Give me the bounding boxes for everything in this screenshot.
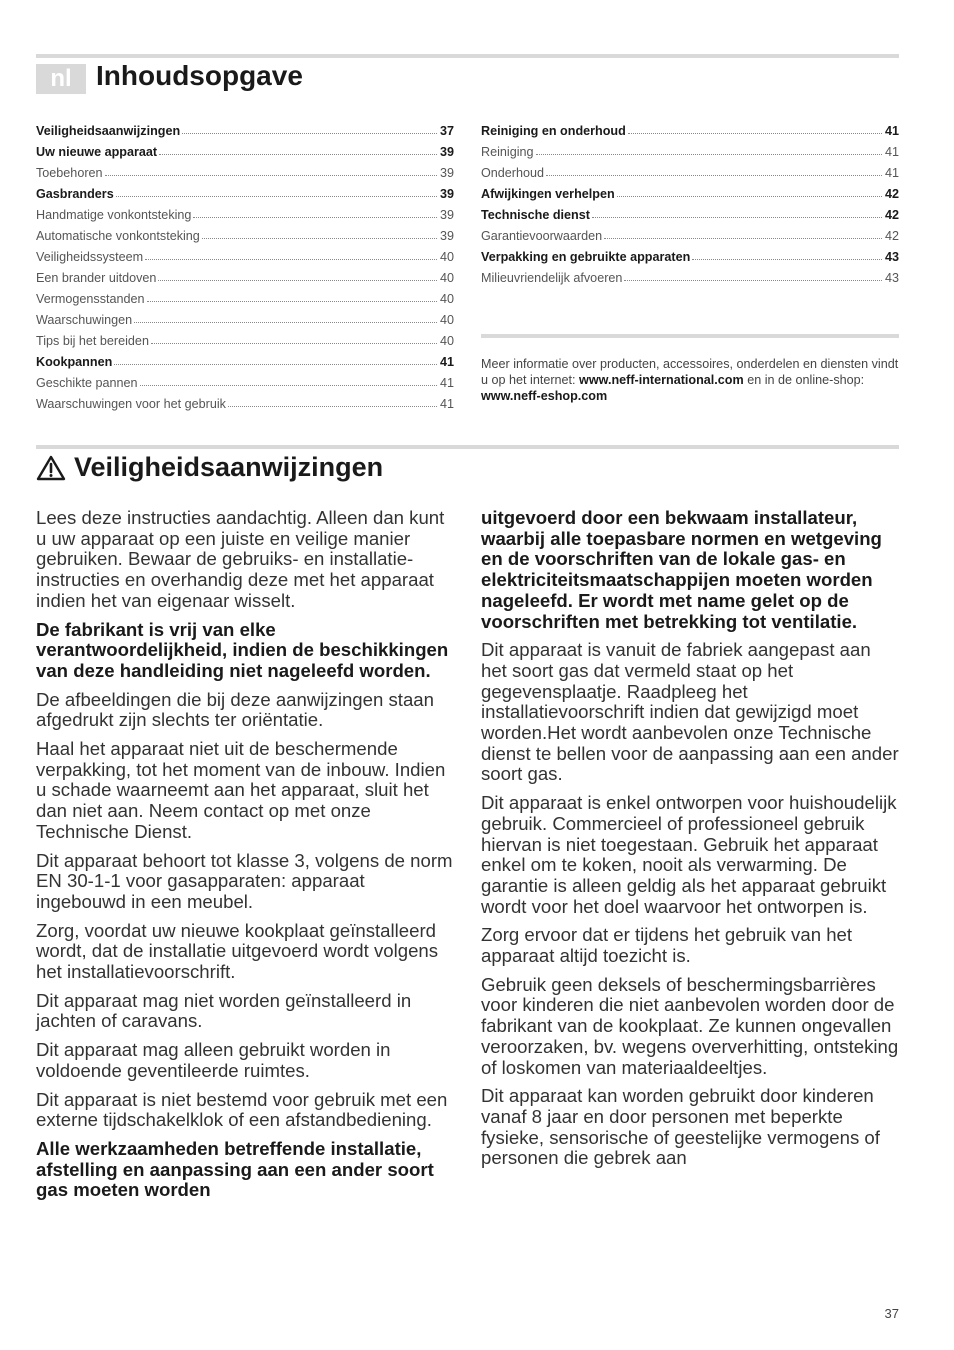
toc-entry[interactable]	[481, 201, 899, 222]
page-number: 37	[884, 1306, 899, 1321]
paragraph: Dit apparaat mag alleen gebruikt worden in voldoende geventileerde ruimtes.	[36, 1039, 391, 1081]
bold-paragraph: Alle werkzaamheden betreffende installatie, afstelling en aanpassing aan een ander soort gas moeten worden	[36, 1137, 434, 1201]
toc-entry-title: Gasbranders	[36, 187, 114, 201]
toc-entry[interactable]	[36, 264, 454, 285]
toc-entry[interactable]	[36, 180, 454, 201]
toc-entry[interactable]	[36, 159, 454, 180]
toc-leader-dots	[145, 259, 437, 260]
toc-entry-page: 39	[439, 166, 454, 180]
toc-entry-page: 39	[439, 229, 454, 243]
toc-entry[interactable]	[481, 159, 899, 180]
bold-paragraph: De fabrikant is vrij van elke verantwoordelijkheid, indien de beschikkingen van deze handleiding niet nageleefd worden.	[36, 618, 449, 681]
toc-entry-page: 43	[884, 250, 899, 264]
toc-leader-dots	[604, 238, 882, 239]
toc-leader-dots	[182, 133, 437, 134]
toc-entry-title: Vermogensstanden	[36, 292, 145, 306]
toc-leader-dots	[628, 133, 882, 134]
toc-entry-page: 43	[884, 271, 899, 285]
paragraph: De afbeeldingen die bij deze aanwijzingen staan afgedrukt zijn slechts ter oriëntatie.	[36, 688, 434, 731]
website-link[interactable]: www.neff-international.com	[579, 373, 744, 387]
toc-entry[interactable]	[36, 222, 454, 243]
info-block	[481, 356, 899, 404]
paragraph: Dit apparaat is vanuit de fabriek aangepast aan het soort gas dat vermeld staat op het gegevensplaatje. Raadpleeg het installatievoorschrift indien dat gewijzigd moet worden.Het wordt aanbevolen onze Technische dienst te bellen voor de aanpassing aan een ander soort gas.	[481, 639, 899, 785]
paragraph: Lees deze instructies aandachtig. Alleen dan kunt u uw apparaat op een juiste en veilige manier gebruiken. Bewaar de gebruiks- en installatie-instructies en overhandig deze met het apparaat indien het van eigenaar wisselt.	[36, 507, 445, 611]
toc-entry[interactable]	[36, 348, 454, 369]
toc-entry-title: Kookpannen	[36, 355, 113, 369]
toc-leader-dots	[105, 175, 437, 176]
section-heading	[36, 452, 383, 483]
toc-leader-dots	[140, 385, 437, 386]
toc-entry[interactable]	[481, 264, 899, 285]
toc-entry[interactable]	[36, 201, 454, 222]
toc-entry[interactable]	[481, 117, 899, 138]
toc-entry-title: Technische dienst	[481, 208, 590, 222]
toc-entry-page: 41	[439, 355, 454, 369]
toc-entry-page: 37	[439, 124, 454, 138]
toc-entry[interactable]	[481, 138, 899, 159]
toc-entry-title: Uw nieuwe apparaat	[36, 145, 158, 159]
toc-entry-title: Automatische vonkontsteking	[36, 229, 200, 243]
body-left-column	[36, 508, 456, 1209]
toc-entry-title: Een brander uitdoven	[36, 271, 157, 285]
toc-entry-title: Handmatige vonkontsteking	[36, 208, 192, 222]
section-divider	[36, 445, 899, 449]
toc-entry[interactable]	[481, 222, 899, 243]
paragraph: Zorg, voordat uw nieuwe kookplaat geïnstalleerd wordt, dat de installatie uitgevoerd wordt volgens het installatievoorschrift.	[36, 919, 439, 983]
top-divider	[36, 54, 899, 58]
toc-entry-title: Veiligheidssysteem	[36, 250, 144, 264]
toc-entry[interactable]	[36, 285, 454, 306]
toc-entry-title: Onderhoud	[481, 166, 545, 180]
toc-entry[interactable]	[481, 243, 899, 264]
toc-leader-dots	[617, 196, 882, 197]
toc-entry-title: Garantievoorwaarden	[481, 229, 603, 243]
page-title: Inhoudsopgave	[96, 60, 303, 91]
toc-entry-page: 42	[884, 208, 899, 222]
eshop-link[interactable]: www.neff-eshop.com	[481, 389, 608, 403]
toc-entry-page: 40	[439, 271, 454, 285]
toc-entry-title: Reiniging	[481, 145, 534, 159]
toc-right-column	[481, 117, 899, 285]
paragraph: Dit apparaat kan worden gebruikt door kinderen vanaf 8 jaar en door personen met beperkte fysieke, sensorische of geestelijke vermogens of personen die gebrek aan	[481, 1085, 880, 1169]
toc-entry-title: Toebehoren	[36, 166, 103, 180]
toc-entry-page: 41	[439, 376, 454, 390]
paragraph: Zorg ervoor dat er tijdens het gebruik van het apparaat altijd toezicht is.	[481, 924, 853, 967]
toc-entry[interactable]	[481, 180, 899, 201]
toc-entry[interactable]	[36, 138, 454, 159]
paragraph: Dit apparaat is enkel ontworpen voor huishoudelijk gebruik. Commercieel of professioneel gebruik hiervan is niet toegestaan. Gebruik het apparaat enkel om te koken, nooit als verwarming. De garantie is alleen geldig als het apparaat gebruikt wordt voor het doel waarvoor het ontworpen is.	[481, 792, 897, 917]
paragraph: Dit apparaat is niet bestemd voor gebruik met een externe tijdschakelklok of een afstandbediening.	[36, 1088, 448, 1131]
toc-entry-title: Geschikte pannen	[36, 376, 138, 390]
toc-leader-dots	[147, 301, 437, 302]
info-text-1: Meer informatie over producten, accessoires, onderdelen en diensten vindt u op het internet:	[481, 357, 899, 387]
toc-entry[interactable]	[36, 390, 454, 411]
paragraph: Haal het apparaat niet uit de beschermende verpakking, tot het moment van de inbouw. Indien u schade waarneemt aan het apparaat, sluit het dan niet aan. Neem contact op met onze Technische Dienst.	[36, 738, 446, 842]
toc-entry-title: Waarschuwingen	[36, 313, 133, 327]
section-title: Veiligheidsaanwijzingen	[74, 452, 384, 482]
toc-leader-dots	[114, 364, 437, 365]
toc-entry-page: 41	[439, 397, 454, 411]
toc-entry-page: 39	[439, 208, 454, 222]
info-divider	[481, 334, 899, 338]
toc-entry-title: Veiligheidsaanwijzingen	[36, 124, 181, 138]
toc-leader-dots	[536, 154, 882, 155]
paragraph: Dit apparaat behoort tot klasse 3, volgens de norm EN 30-1-1 voor gasapparaten: apparaat ingebouwd in een meubel.	[36, 849, 453, 912]
toc-leader-dots	[202, 238, 437, 239]
toc-entry[interactable]	[36, 369, 454, 390]
toc-entry-title: Reiniging en onderhoud	[481, 124, 626, 138]
toc-entry[interactable]	[36, 243, 454, 264]
toc-leader-dots	[159, 154, 437, 155]
toc-entry-page: 41	[884, 166, 899, 180]
toc-leader-dots	[228, 406, 437, 407]
toc-entry-page: 40	[439, 313, 454, 327]
body-right-column	[481, 508, 901, 1177]
toc-entry[interactable]	[36, 117, 454, 138]
paragraph: Dit apparaat mag niet worden geïnstalleerd in jachten of caravans.	[36, 989, 412, 1032]
warning-triangle-icon	[36, 455, 66, 481]
toc-leader-dots	[592, 217, 882, 218]
toc-leader-dots	[151, 343, 437, 344]
toc-leader-dots	[116, 196, 437, 197]
toc-entry-page: 42	[884, 229, 899, 243]
toc-entry[interactable]	[36, 327, 454, 348]
toc-entry-title: Waarschuwingen voor het gebruik	[36, 397, 226, 411]
toc-entry-page: 42	[884, 187, 899, 201]
language-badge: nl	[36, 64, 86, 94]
toc-leader-dots	[134, 322, 437, 323]
toc-leader-dots	[193, 217, 437, 218]
toc-entry-page: 39	[439, 187, 454, 201]
toc-left-column	[36, 117, 454, 411]
toc-entry-title: Afwijkingen verhelpen	[481, 187, 615, 201]
toc-entry-title: Tips bij het bereiden	[36, 334, 149, 348]
toc-leader-dots	[692, 259, 882, 260]
toc-leader-dots	[624, 280, 882, 281]
toc-entry[interactable]	[36, 306, 454, 327]
info-text-2: en in de online-shop:	[743, 373, 865, 387]
toc-leader-dots	[546, 175, 882, 176]
toc-entry-page: 41	[884, 124, 899, 138]
toc-entry-page: 40	[439, 292, 454, 306]
toc-entry-title: Verpakking en gebruikte apparaten	[481, 250, 691, 264]
bold-paragraph: uitgevoerd door een bekwaam installateur, waarbij alle toepasbare normen en wetgeving en de voorschriften van de lokale gas- en elektriciteitsmaatschappijen moeten worden nageleefd. Er wordt met name gelet op de voorschriften met betrekking tot ventilatie.	[481, 507, 882, 632]
toc-entry-page: 41	[884, 145, 899, 159]
toc-entry-page: 40	[439, 250, 454, 264]
toc-entry-title: Milieuvriendelijk afvoeren	[481, 271, 623, 285]
toc-entry-page: 40	[439, 334, 454, 348]
toc-entry-page: 39	[439, 145, 454, 159]
toc-leader-dots	[158, 280, 437, 281]
paragraph: Gebruik geen deksels of beschermingsbarrières voor kinderen die niet aanbevolen worden door de fabrikant van de kookplaat. Ze kunnen ongevallen veroorzaken, bv. wegens oververhitting, ontsteking of loskomen van materiaaldeeltjes.	[481, 973, 899, 1078]
